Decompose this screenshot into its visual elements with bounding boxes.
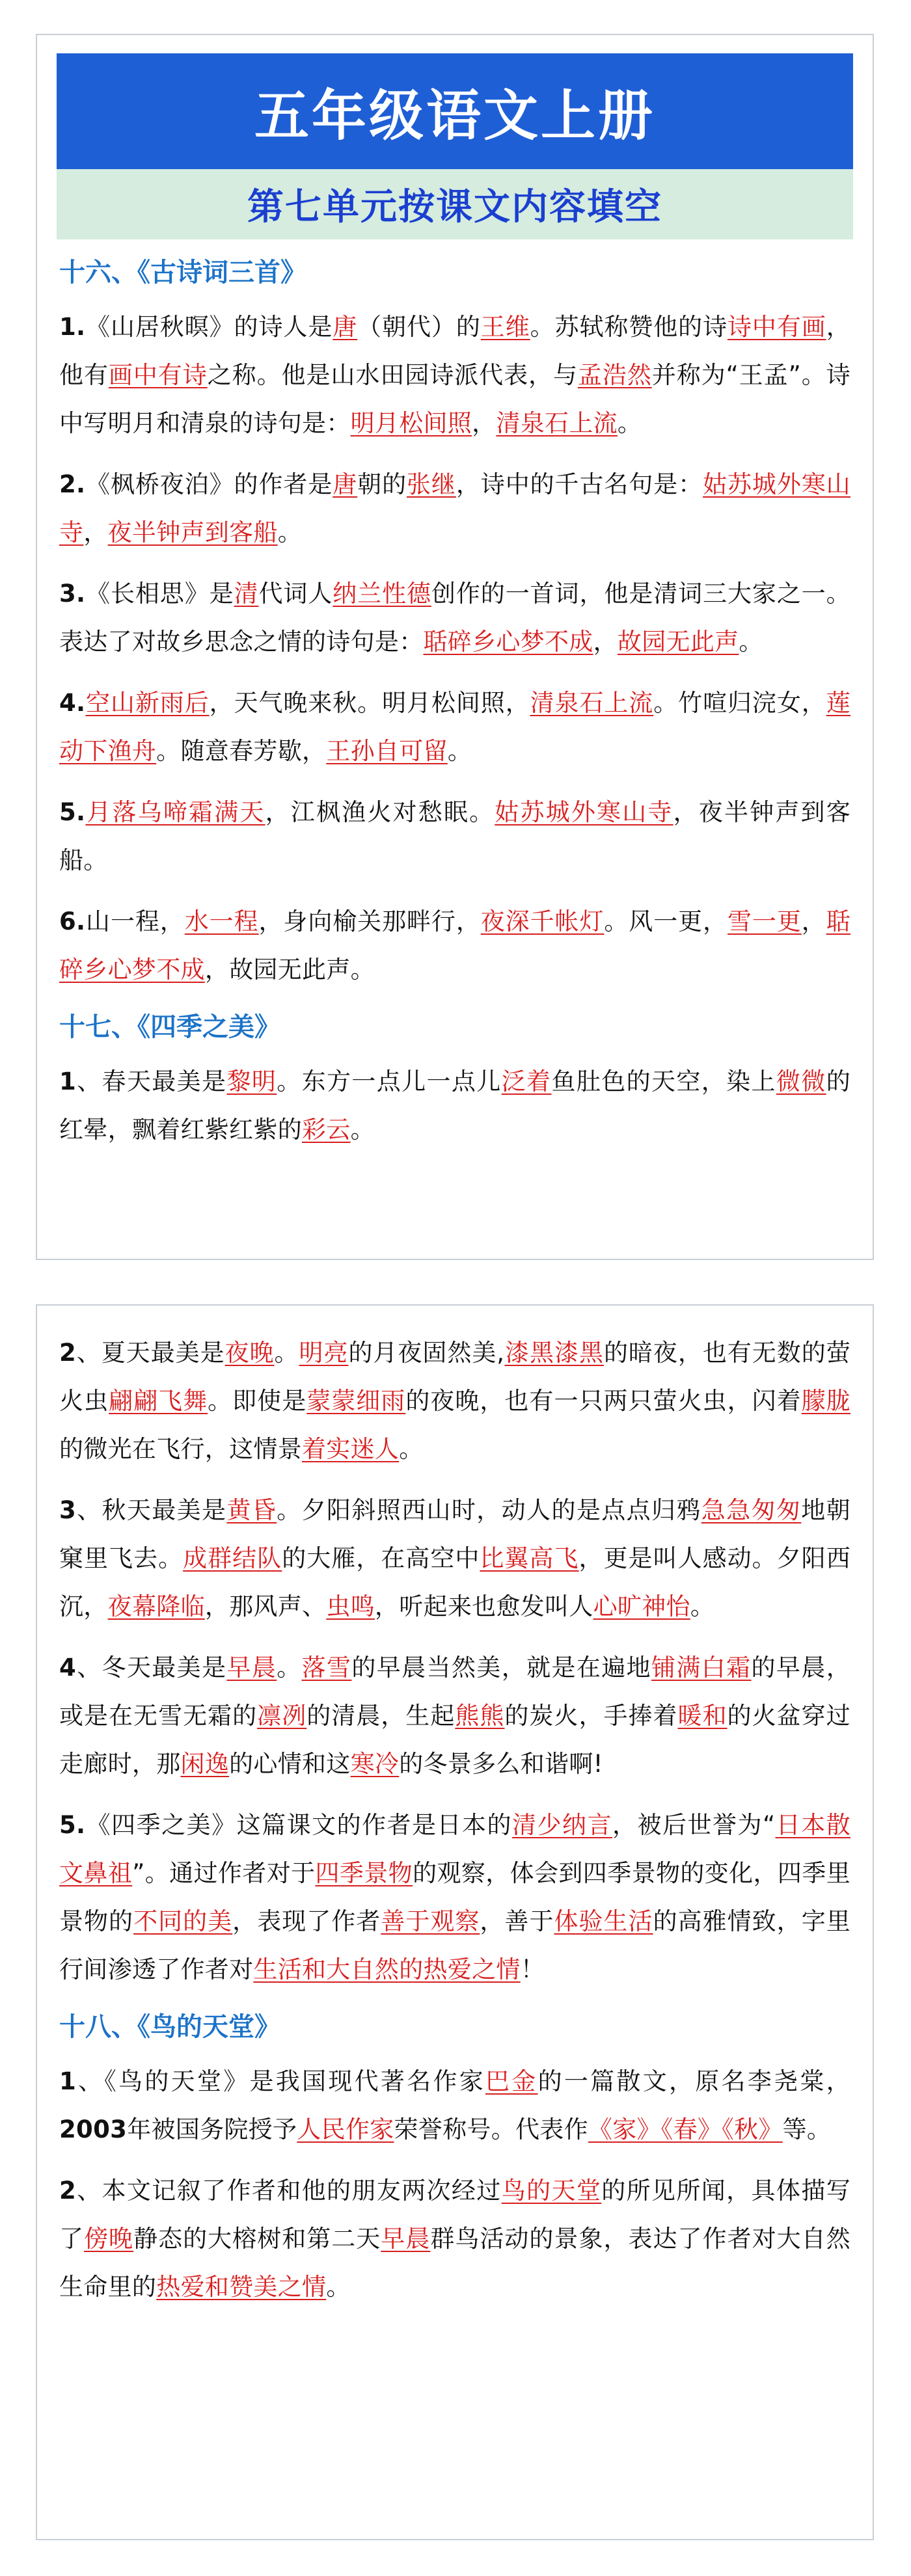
item-text: 之称。他是山水田园诗派代表，与 bbox=[207, 361, 578, 389]
item-text: 。 bbox=[277, 1654, 302, 1682]
answer-text: 彩云 bbox=[302, 1116, 351, 1144]
answer-text: 成群结队 bbox=[183, 1544, 282, 1572]
item-text: ，夜半钟声到客船。 bbox=[59, 798, 850, 874]
item-text: ，故园无此声。 bbox=[204, 956, 375, 984]
fill-in-item bbox=[59, 788, 850, 885]
item-text: 的炭火，手捧着 bbox=[504, 1702, 678, 1730]
item-text: 《四季之美》这篇课文的作者是日本的 bbox=[85, 1811, 513, 1839]
answer-text: 虫鸣 bbox=[326, 1592, 375, 1620]
fill-in-item bbox=[59, 570, 850, 666]
item-text: ，那风声、 bbox=[204, 1592, 327, 1620]
answer-text: 黎明 bbox=[226, 1067, 277, 1095]
answer-text: 不同的美 bbox=[133, 1907, 233, 1935]
item-text: ，他有 bbox=[59, 313, 850, 389]
answer-text: 生活和大自然的热爱之情 bbox=[253, 1955, 521, 1983]
item-text: ，被后世誉为“ bbox=[612, 1811, 776, 1839]
item-text: 并称为“王孟”。诗中写明月和清泉的诗句是： bbox=[59, 361, 850, 437]
item-text: 。即使是 bbox=[208, 1387, 307, 1415]
item-text: ，江枫渔火对愁眠。 bbox=[265, 798, 495, 826]
item-text: 的微光在飞行，这情景 bbox=[59, 1435, 302, 1463]
answer-text: 姑苏城外寒山寺 bbox=[59, 470, 850, 546]
title-banner bbox=[57, 53, 853, 169]
item-text: 。 bbox=[350, 1116, 375, 1144]
item-text: 朝的 bbox=[357, 470, 407, 498]
item-text: 的高雅情致，字里行间渗透了作者对 bbox=[59, 1907, 851, 1983]
item-text: 的所见所闻，具体描写了 bbox=[59, 2177, 851, 2253]
item-text: ，善于 bbox=[480, 1907, 554, 1935]
fill-in-item bbox=[59, 1801, 850, 1994]
item-text: 。东方一点儿一点儿 bbox=[277, 1067, 502, 1095]
content-area-1 bbox=[37, 256, 873, 1154]
item-text: 山一程， bbox=[85, 907, 185, 935]
answer-text: 唐 bbox=[333, 313, 358, 341]
answer-text: 热爱和赞美之情 bbox=[156, 2273, 327, 2301]
item-text: ！ bbox=[520, 1955, 545, 1983]
section-heading: 十七、《四季之美》 bbox=[59, 1012, 280, 1042]
answer-text: 体验生活 bbox=[554, 1907, 653, 1935]
answer-text: 朦胧 bbox=[801, 1387, 850, 1415]
item-text: 的月夜固然美, bbox=[348, 1339, 505, 1367]
item-text: 年被国务院授予 bbox=[127, 2115, 297, 2143]
page-title: 五年级语文上册 bbox=[254, 83, 655, 148]
item-text: 。 bbox=[447, 737, 472, 765]
answer-text: 比翼高飞 bbox=[480, 1544, 579, 1572]
answer-text: 早晨 bbox=[226, 1654, 277, 1682]
answer-text: 王维 bbox=[480, 313, 530, 341]
answer-text: 翩翩飞舞 bbox=[109, 1387, 208, 1415]
answer-text: 张继 bbox=[407, 470, 456, 498]
answer-text: 姑苏城外寒山寺 bbox=[495, 798, 673, 826]
answer-text: 《家》《春》《秋》 bbox=[588, 2115, 783, 2143]
item-number: 1 bbox=[59, 2067, 77, 2095]
item-text: ， bbox=[593, 628, 618, 656]
answer-text: 铺满白霜 bbox=[651, 1654, 752, 1682]
answer-text: 熊熊 bbox=[455, 1702, 505, 1730]
item-text: 。风一更， bbox=[604, 907, 727, 935]
item-text: ， bbox=[472, 409, 496, 437]
answer-text: 空山新雨后 bbox=[85, 689, 210, 717]
answer-text: 日本散文鼻祖 bbox=[59, 1811, 850, 1887]
answer-text: 人民作家 bbox=[297, 2115, 394, 2143]
item-text: 、春天最美是 bbox=[76, 1067, 227, 1095]
answer-text: 雪一更 bbox=[727, 907, 802, 935]
item-text: 。 bbox=[277, 518, 303, 546]
item-text: 的暗夜，也有无数的萤火虫 bbox=[59, 1339, 850, 1415]
item-text: ， bbox=[801, 907, 826, 935]
item-text: 的一篇散文，原名李尧棠， bbox=[537, 2067, 850, 2095]
answer-text: 鸟的天堂 bbox=[501, 2177, 602, 2205]
answer-text: 画中有诗 bbox=[108, 361, 208, 389]
item-text: 的火盆穿过走廊时，那 bbox=[59, 1702, 850, 1778]
answer-text: 急急匆匆 bbox=[701, 1496, 802, 1524]
item-text: 荣誉称号。代表作 bbox=[394, 2115, 588, 2143]
item-text: 的早晨，或是在无雪无霜的 bbox=[59, 1654, 850, 1730]
answer-text: 纳兰性德 bbox=[333, 580, 431, 608]
answer-text: 着实迷人 bbox=[302, 1435, 400, 1463]
fill-in-item bbox=[59, 1329, 850, 1473]
section-heading: 十八、《鸟的天堂》 bbox=[59, 2012, 280, 2042]
answer-text: 清 bbox=[234, 580, 259, 608]
item-text: 。 bbox=[326, 2273, 351, 2301]
item-text: 、冬天最美是 bbox=[76, 1654, 227, 1682]
answer-text: 清少纳言 bbox=[512, 1811, 613, 1839]
answer-text: 泛着 bbox=[501, 1067, 552, 1095]
answer-text: 黄昏 bbox=[226, 1496, 277, 1524]
fill-in-item bbox=[59, 303, 850, 448]
item-text: 的清晨，生起 bbox=[306, 1702, 456, 1730]
item-text: 、《鸟的天堂》是我国现代著名作家 bbox=[76, 2067, 486, 2095]
answer-text: 寒冷 bbox=[350, 1750, 400, 1778]
answer-text: 凛冽 bbox=[257, 1702, 307, 1730]
answer-text: 故园无此声 bbox=[617, 628, 739, 656]
item-text: ，听起来也愈发叫人 bbox=[374, 1592, 593, 1620]
section-heading: 十六、《古诗词三首》 bbox=[59, 258, 306, 288]
answer-text: 善于观察 bbox=[381, 1907, 480, 1935]
item-number: 3. bbox=[59, 580, 86, 608]
answer-text: 莲动下渔舟 bbox=[59, 689, 850, 765]
item-text: 《枫桥夜泊》的作者是 bbox=[85, 470, 333, 498]
answer-text: 微微 bbox=[776, 1067, 826, 1095]
item-text: ， bbox=[83, 518, 108, 546]
subtitle-bar bbox=[57, 169, 853, 239]
item-text: ，表现了作者 bbox=[232, 1907, 381, 1935]
item-text: 。 bbox=[690, 1592, 715, 1620]
answer-text: 暖和 bbox=[677, 1702, 727, 1730]
fill-in-item bbox=[59, 679, 850, 775]
item-text: 。 bbox=[274, 1339, 299, 1367]
answer-text: 清泉石上流 bbox=[530, 689, 654, 717]
fill-in-item bbox=[59, 1058, 850, 1154]
fill-in-item bbox=[59, 1486, 850, 1631]
page-subtitle: 第七单元按课文内容填空 bbox=[247, 186, 662, 228]
item-text: 静态的大榕树和第二天 bbox=[133, 2225, 381, 2253]
item-text: 代词人 bbox=[258, 580, 333, 608]
answer-text: 夜深千帐灯 bbox=[480, 907, 605, 935]
answer-text: 夜晚 bbox=[224, 1339, 275, 1367]
fill-in-item bbox=[59, 2167, 850, 2311]
item-text: 等。 bbox=[782, 2115, 832, 2143]
answer-text: 王孙自可留 bbox=[326, 737, 448, 765]
item-text: 《长相思》是 bbox=[85, 580, 234, 608]
item-text: 创作的一首词，他是清词三大家之一。表达了对故乡思念之情的诗句是： bbox=[59, 580, 850, 656]
item-number: 2003 bbox=[59, 2115, 128, 2143]
content-area-2 bbox=[37, 1306, 873, 2311]
item-text: 的早晨当然美，就是在遍地 bbox=[351, 1654, 651, 1682]
answer-text: 四季景物 bbox=[315, 1859, 413, 1887]
page-card-2 bbox=[36, 1304, 874, 2540]
answer-text: 聒碎乡心梦不成 bbox=[423, 628, 593, 656]
answer-text: 漆黑漆黑 bbox=[504, 1339, 604, 1367]
item-text: ，更是叫人感动。夕阳西沉， bbox=[59, 1544, 851, 1620]
item-text: 鱼肚色的天空，染上 bbox=[551, 1067, 776, 1095]
item-text: 。随意春芳歇， bbox=[156, 737, 327, 765]
item-text: 地朝窠里飞去。 bbox=[59, 1496, 850, 1572]
item-number: 3 bbox=[59, 1496, 77, 1524]
item-number: 2 bbox=[59, 1339, 77, 1367]
answer-text: 夜幕降临 bbox=[107, 1592, 205, 1620]
item-text: 的红晕，飘着红紫红紫的 bbox=[59, 1067, 850, 1144]
item-text: 。竹喧归浣女， bbox=[653, 689, 826, 717]
item-text: 的心情和这 bbox=[229, 1750, 351, 1778]
fill-in-item bbox=[59, 461, 850, 557]
item-text: 的冬景多么和谐啊! bbox=[399, 1750, 603, 1778]
answer-text: 夜半钟声到客船 bbox=[107, 518, 278, 546]
answer-text: 巴金 bbox=[485, 2067, 538, 2095]
answer-text: 聒碎乡心梦不成 bbox=[59, 907, 850, 984]
answer-text: 孟浩然 bbox=[577, 361, 652, 389]
fill-in-item bbox=[59, 898, 850, 994]
answer-text: 傍晚 bbox=[84, 2225, 134, 2253]
answer-text: 月落乌啼霜满天 bbox=[85, 798, 265, 826]
item-number: 1 bbox=[59, 1067, 77, 1095]
item-number: 2 bbox=[59, 2177, 77, 2205]
answer-text: 清泉石上流 bbox=[496, 409, 618, 437]
item-number: 1. bbox=[59, 313, 86, 341]
fill-in-item bbox=[59, 1644, 850, 1788]
item-number: 5. bbox=[59, 798, 86, 826]
item-text: 。夕阳斜照西山时，动人的是点点归鸦 bbox=[277, 1496, 701, 1524]
item-text: 。 bbox=[617, 409, 642, 437]
item-text: ”。通过作者对于 bbox=[132, 1859, 316, 1887]
answer-text: 早晨 bbox=[381, 2225, 431, 2253]
item-text: 。 bbox=[739, 628, 763, 656]
answer-text: 落雪 bbox=[301, 1654, 352, 1682]
item-number: 5. bbox=[59, 1811, 86, 1839]
answer-text: 闲逸 bbox=[180, 1750, 230, 1778]
item-text: 。 bbox=[399, 1435, 424, 1463]
answer-text: 明亮 bbox=[299, 1339, 349, 1367]
item-number: 4 bbox=[59, 1654, 77, 1682]
item-text: 、秋天最美是 bbox=[76, 1496, 227, 1524]
fill-in-item bbox=[59, 2058, 850, 2154]
item-text: ，诗中的千古名句是： bbox=[456, 470, 703, 498]
answer-text: 诗中有画 bbox=[727, 313, 826, 341]
item-text: ，天气晚来秋。明月松间照， bbox=[209, 689, 530, 717]
item-text: ，身向榆关那畔行， bbox=[258, 907, 481, 935]
item-text: 《山居秋暝》的诗人是 bbox=[85, 313, 333, 341]
item-number: 2. bbox=[59, 470, 86, 498]
answer-text: 水一程 bbox=[184, 907, 259, 935]
item-text: 群鸟活动的景象，表达了作者对大自然生命里的 bbox=[59, 2225, 850, 2301]
item-text: 的夜晚，也有一只两只萤火虫，闪着 bbox=[405, 1387, 802, 1415]
answer-text: 蒙蒙细雨 bbox=[306, 1387, 406, 1415]
answer-text: 心旷神怡 bbox=[593, 1592, 690, 1620]
item-text: 。苏轼称赞他的诗 bbox=[530, 313, 727, 341]
item-text: 、本文记叙了作者和他的朋友两次经过 bbox=[76, 2177, 502, 2205]
page-card-1 bbox=[36, 34, 874, 1260]
item-text: （朝代）的 bbox=[357, 313, 481, 341]
answer-text: 明月松间照 bbox=[350, 409, 472, 437]
item-number: 4. bbox=[59, 689, 86, 717]
item-text: 的观察，体会到四季景物的变化，四季里景物的 bbox=[59, 1859, 851, 1935]
item-text: 的大雁，在高空中 bbox=[282, 1544, 480, 1572]
item-number: 6. bbox=[59, 907, 86, 935]
answer-text: 唐 bbox=[333, 470, 358, 498]
item-text: 、夏天最美是 bbox=[76, 1339, 225, 1367]
